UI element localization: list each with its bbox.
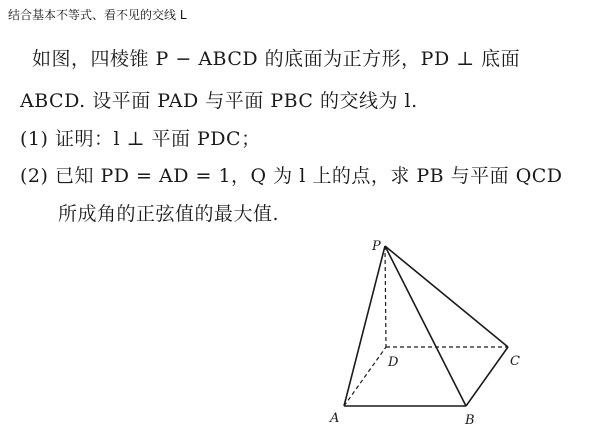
edge-PA bbox=[344, 246, 385, 406]
label-vertex-C: C bbox=[510, 354, 520, 369]
label-vertex-A: A bbox=[330, 411, 340, 426]
label-vertex-P: P bbox=[372, 239, 381, 254]
edge-BC bbox=[466, 347, 508, 406]
label-vertex-D: D bbox=[388, 355, 399, 370]
problem-part-2-line-1: (2) 已知 PD = AD = 1，Q 为 l 上的点，求 PB 与平面 QCD bbox=[20, 165, 563, 187]
label-vertex-B: B bbox=[465, 413, 475, 428]
problem-line-2: ABCD. 设平面 PAD 与平面 PBC 的交线为 l. bbox=[20, 90, 418, 112]
pyramid-diagram bbox=[320, 232, 550, 432]
edge-PD-hidden bbox=[385, 246, 386, 347]
pyramid-figure bbox=[320, 232, 550, 432]
edge-AD-hidden bbox=[344, 347, 386, 406]
problem-line-1: 如图，四棱锥 P − ABCD 的底面为正方形，PD ⊥ 底面 bbox=[32, 48, 521, 70]
problem-part-1: (1) 证明：l ⊥ 平面 PDC； bbox=[20, 128, 261, 150]
edge-PB bbox=[385, 246, 466, 406]
problem-part-2-line-2: 所成角的正弦值的最大值. bbox=[58, 203, 280, 225]
page-header-title: 结合基本不等式、看不见的交线 L bbox=[8, 8, 187, 22]
edge-PC bbox=[385, 246, 508, 347]
